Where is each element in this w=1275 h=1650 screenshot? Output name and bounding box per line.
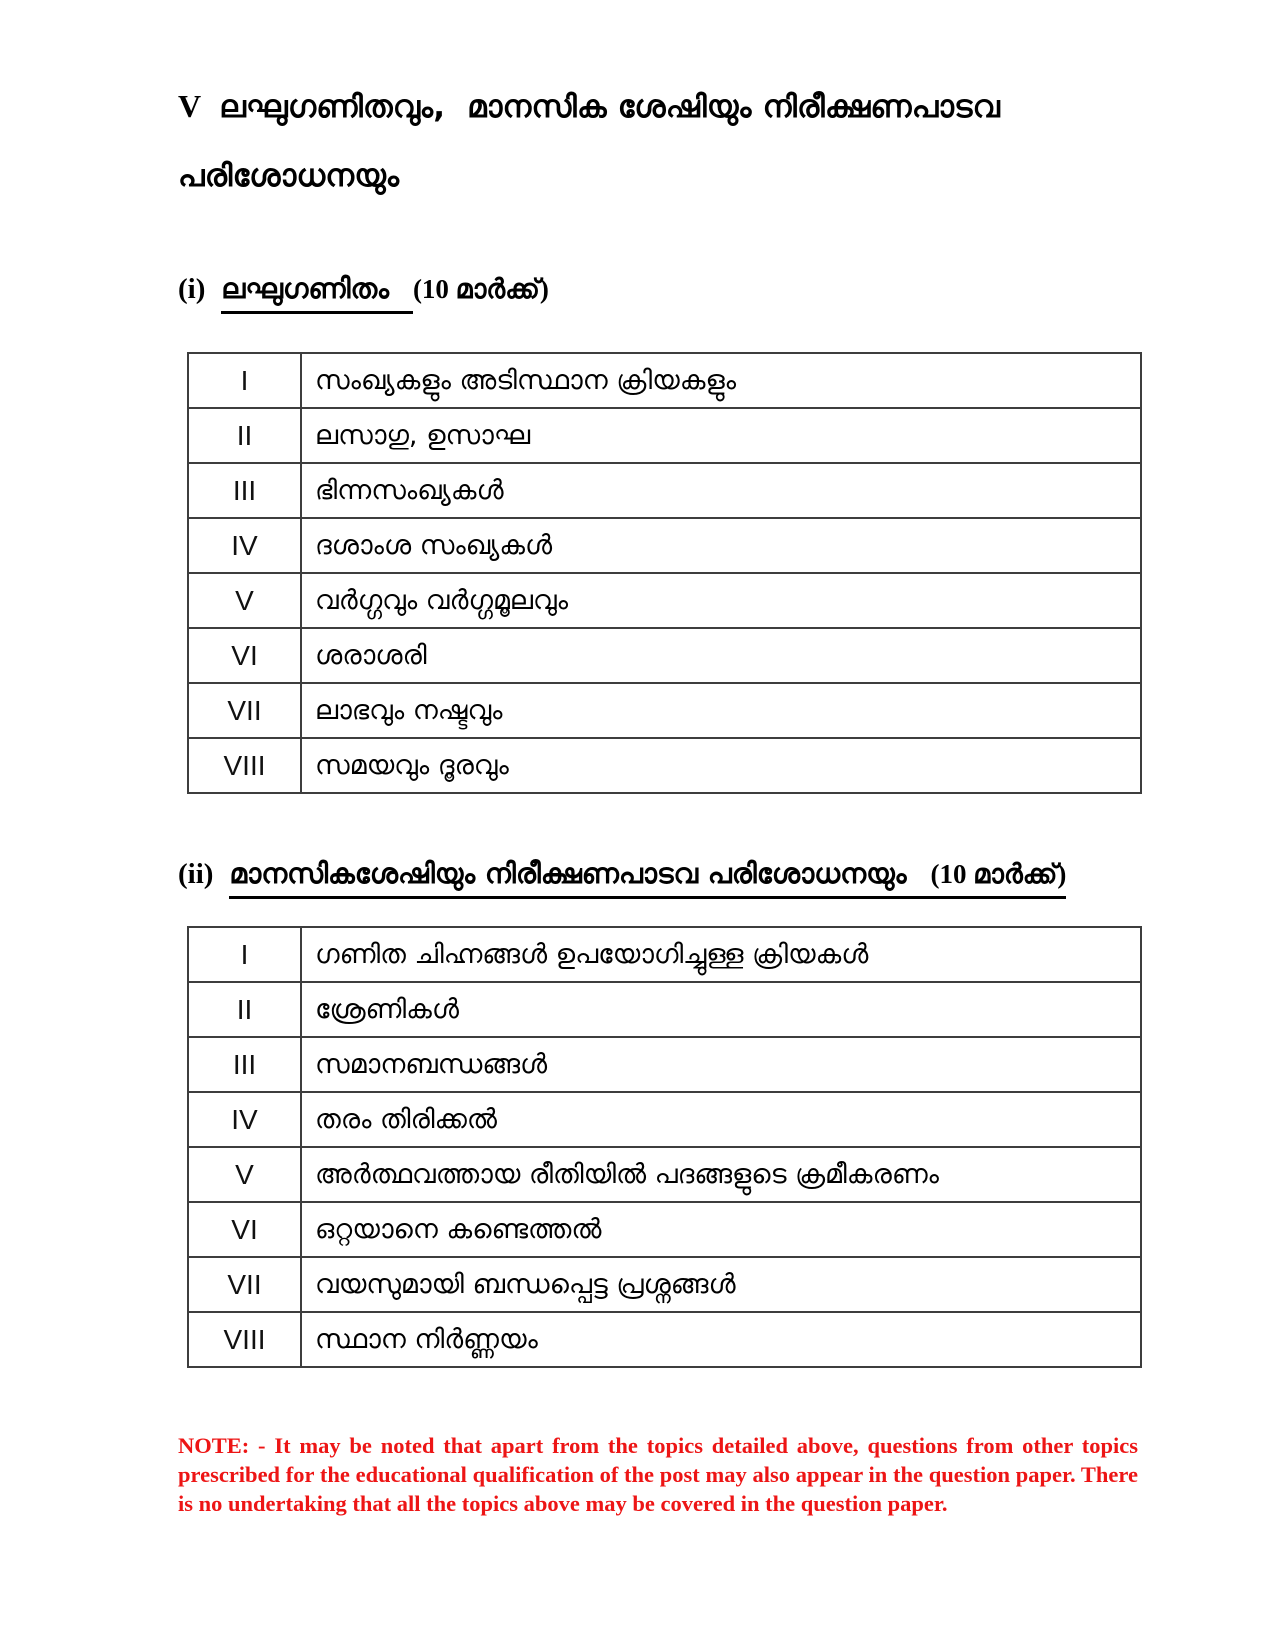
title-text-line1: ലഘുഗണിതവും, മാനസിക ശേഷിയും നിരീക്ഷണപാടവ [219, 89, 1001, 125]
row-number-cell: VII [188, 1257, 301, 1312]
row-number-cell: VI [188, 1202, 301, 1257]
topic-cell: വയസുമായി ബന്ധപ്പെട്ട പ്രശ്നങ്ങൾ [301, 1257, 1141, 1312]
topic-cell: ലസാഗു, ഉസാഘ [301, 408, 1141, 463]
row-number-cell: IV [188, 1092, 301, 1147]
row-number-cell: I [188, 353, 301, 408]
topic-cell: സമാനബന്ധങ്ങൾ [301, 1037, 1141, 1092]
topic-cell: ഭിന്നസംഖ്യകൾ [301, 463, 1141, 518]
section1-topics-table [187, 352, 1142, 794]
row-number-cell: III [188, 463, 301, 518]
table-row [188, 353, 1141, 408]
table-row [188, 573, 1141, 628]
table-row [188, 1037, 1141, 1092]
row-number-cell: II [188, 408, 301, 463]
row-number-cell: V [188, 573, 301, 628]
row-number-cell: VIII [188, 1312, 301, 1367]
topic-cell: വർഗ്ഗവും വർഗ്ഗമൂലവും [301, 573, 1141, 628]
note-paragraph: NOTE: - It may be noted that apart from the topics detailed above, questions from other topics prescribed for the educational qualification of the post may also appear in the question paper. There is no undertaking that all the topics above may be covered in the question paper. [178, 1433, 1138, 1516]
section2-heading-text: മാനസികശേഷിയും നിരീക്ഷണപാടവ പരിശോധനയും [229, 857, 930, 899]
table-row [188, 1202, 1141, 1257]
topic-cell: ശ്രേണികൾ [301, 982, 1141, 1037]
topic-cell: ലാഭവും നഷ്ടവും [301, 683, 1141, 738]
row-number-cell: VII [188, 683, 301, 738]
page-title [178, 88, 1000, 126]
table-row [188, 982, 1141, 1037]
table-row [188, 927, 1141, 982]
row-number-cell: IV [188, 518, 301, 573]
section2-heading [178, 857, 1066, 899]
table-row [188, 628, 1141, 683]
topic-cell: സ്ഥാന നിർണ്ണയം [301, 1312, 1141, 1367]
table-row [188, 518, 1141, 573]
table-row [188, 1092, 1141, 1147]
section1-heading [178, 272, 549, 314]
topic-cell: ഗണിത ചിഹ്നങ്ങൾ ഉപയോഗിച്ചുള്ള ക്രിയകൾ [301, 927, 1141, 982]
section1-index: (i) [178, 273, 206, 305]
table-row [188, 1257, 1141, 1312]
table-row [188, 463, 1141, 518]
table-row [188, 738, 1141, 793]
table-row [188, 1147, 1141, 1202]
table-row [188, 408, 1141, 463]
row-number-cell: III [188, 1037, 301, 1092]
row-number-cell: V [188, 1147, 301, 1202]
topic-cell: അർത്ഥവത്തായ രീതിയിൽ പദങ്ങളുടെ ക്രമീകരണം [301, 1147, 1141, 1202]
topic-cell: ഒറ്റയാനെ കണ്ടെത്തൽ [301, 1202, 1141, 1257]
row-number-cell: VI [188, 628, 301, 683]
section1-heading-text: ലഘുഗണിതം [221, 272, 413, 314]
title-section-number: V [178, 88, 202, 124]
topic-cell: സംഖ്യകളും അടിസ്ഥാന ക്രിയകളും [301, 353, 1141, 408]
section2-topics-table [187, 926, 1142, 1368]
page-title-line2: പരിശോധനയും [178, 158, 400, 194]
section1-marks: (10 മാർക്ക്) [412, 274, 549, 304]
table-row [188, 1312, 1141, 1367]
row-number-cell: I [188, 927, 301, 982]
section2-index: (ii) [178, 858, 214, 890]
topic-cell: സമയവും ദൂരവും [301, 738, 1141, 793]
table-row [188, 683, 1141, 738]
topic-cell: ശരാശരി [301, 628, 1141, 683]
row-number-cell: VIII [188, 738, 301, 793]
section2-marks: (10 മാർക്ക്) [930, 859, 1066, 899]
topic-cell: ദശാംശ സംഖ്യകൾ [301, 518, 1141, 573]
topic-cell: തരം തിരിക്കൽ [301, 1092, 1141, 1147]
row-number-cell: II [188, 982, 301, 1037]
